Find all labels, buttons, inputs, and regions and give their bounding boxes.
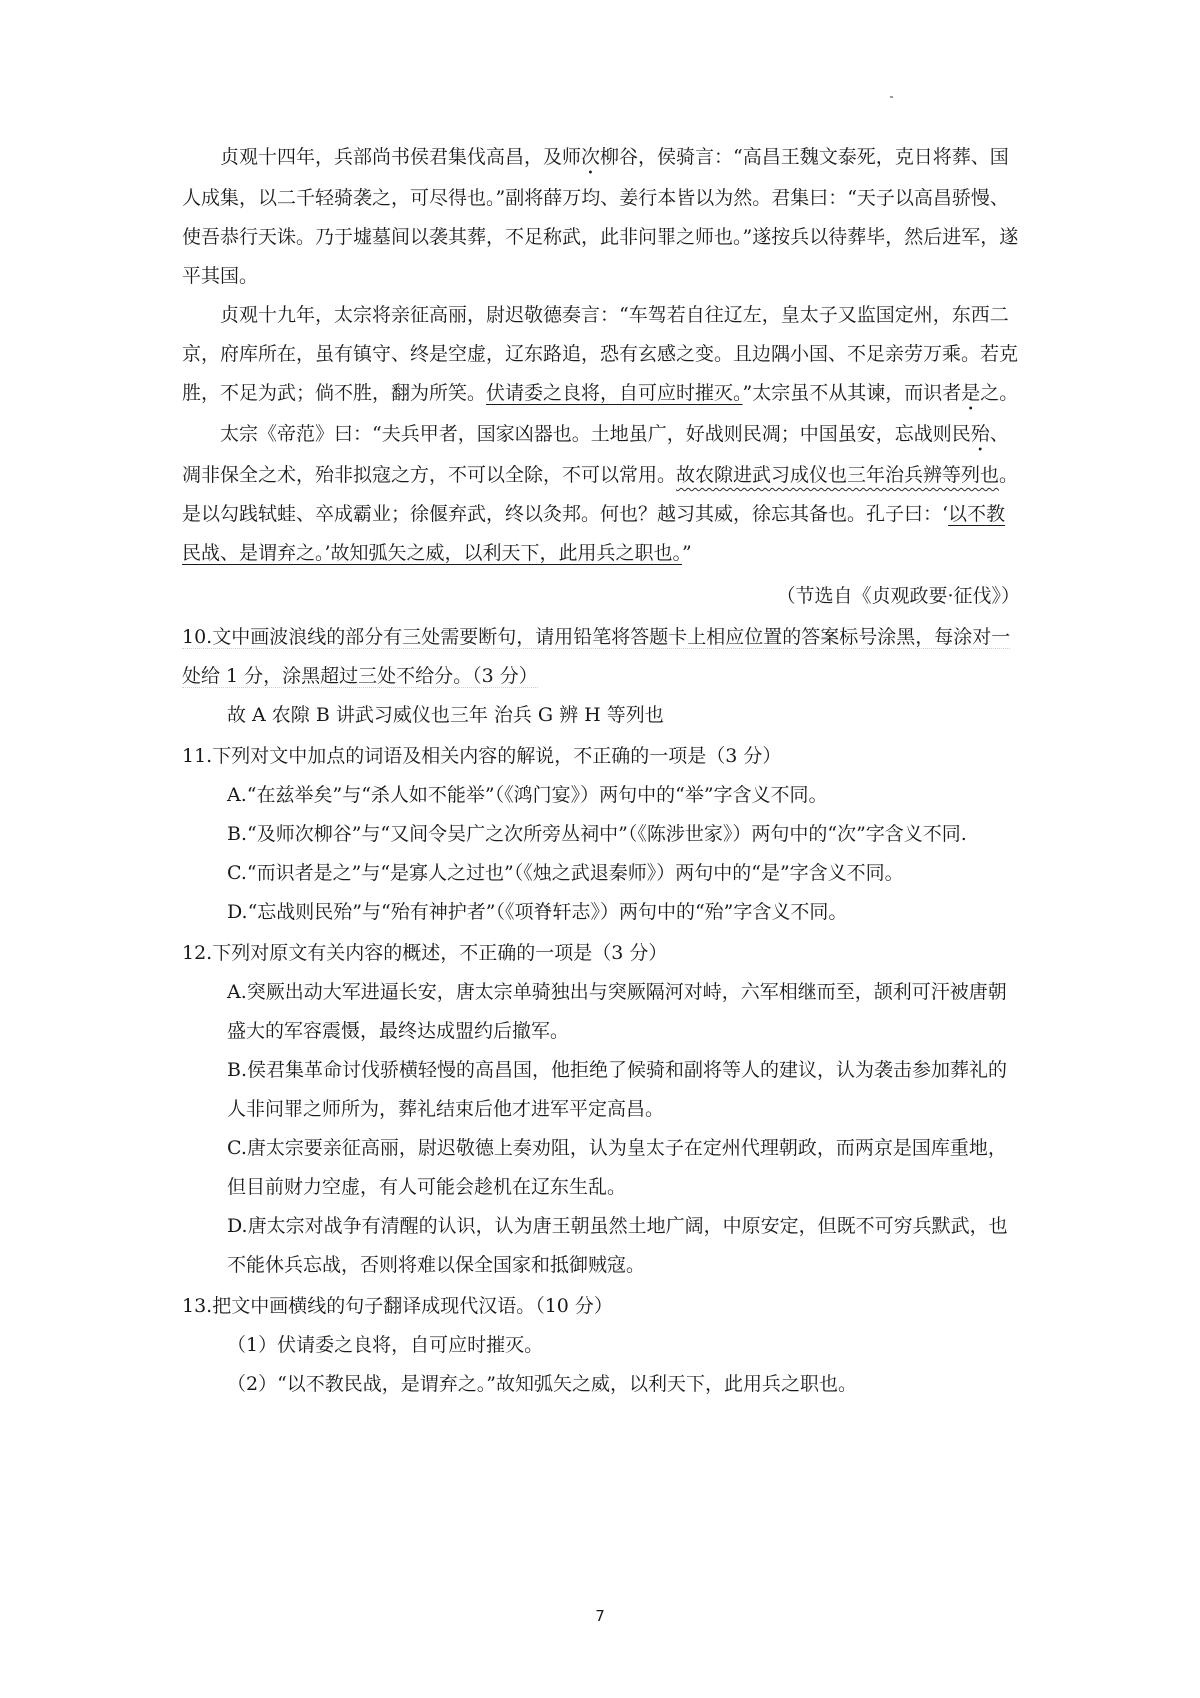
question-10-answer-row: 故 A 农隙 B 讲武习威仪也三年 治兵 G 辨 H 等列也: [227, 704, 664, 726]
wavy-underlined-text: 故农隙进武习成仪也三年治兵辨等列也: [676, 464, 1000, 486]
passage-source: （节选自《贞观政要·征伐》）: [776, 585, 1020, 607]
page-number: 7: [595, 1607, 605, 1625]
dotted-char: 殆: [970, 423, 990, 445]
question-13-item-2: （2）“以不教民战，是谓弃之。”故知弧矢之威，以利天下，此用兵之职也。: [227, 1373, 858, 1395]
question-11-option-d: D.“忘战则民殆”与“殆有神护者”（《项脊轩志》）两句中的“殆”字含义不同。: [227, 901, 848, 923]
passage-paragraph-1: 贞观十四年，兵部尚书侯君集伐高昌，及师次柳谷，侯骑言：“高昌王魏文泰死，克日将葬、国人成集，以二千轻骑袭之，可尽得也。”副将薛万均、姜行本皆以为然。君集曰：“天子以高昌骄慢、使吾恭行天诛。乃于墟墓间以袭其葬，不足称武，此非问罪之师也。”遂按兵以待葬毕，然后进军，遂平其国。: [182, 146, 1019, 287]
question-10: 10.文中画波浪线的部分有三处需要断句，请用铅笔将答题卡上相应位置的答案标号涂黑，每涂对一处给 1 分，涂黑超过三处不给分。（3 分）: [182, 626, 1011, 687]
underlined-sentence-1: 伏请委之良将，自可应时摧灭。: [486, 382, 743, 404]
dotted-char: 是: [961, 382, 981, 404]
dotted-char: 次: [581, 146, 601, 168]
question-12-option-c: C.唐太宗要亲征高丽，尉迟敬德上奏劝阻，认为皇太子在定州代理朝政，而两京是国库重地，但目前财力空虚，有人可能会趁机在辽东生乱。: [227, 1137, 1007, 1198]
question-11: 11.下列对文中加点的词语及相关内容的解说，不正确的一项是（3 分）: [182, 745, 782, 767]
question-11-option-c: C.“而识者是之”与“是寡人之过也”（《烛之武退秦师》）两句中的“是”字含义不同。: [227, 862, 904, 884]
question-11-option-b: B.“及师次柳谷”与“又间令吴广之次所旁丛祠中”（《陈涉世家》）两句中的“次”字含义不同.: [227, 823, 967, 845]
question-12-option-b: B.侯君集革命讨伐骄横轻慢的高昌国，他拒绝了候骑和副将等人的建议，认为袭击参加葬礼的人非问罪之师所为，葬礼结束后他才进军平定高昌。: [227, 1059, 1008, 1120]
question-11-option-a: A.“在兹举矣”与“杀人如不能举”（《鸿门宴》）两句中的“举”字含义不同。: [227, 784, 828, 806]
question-12-option-d: D.唐太宗对战争有清醒的认识，认为唐王朝虽然土地广阔，中原安定，但既不可穷兵默武，也不能休兵忘战，否则将难以保全国家和抵御贼寇。: [227, 1215, 1008, 1276]
passage-paragraph-3: 太宗《帝范》曰：“夫兵甲者，国家凶器也。土地虽广，好战则民凋；中国虽安，忘战则民殆、凋非保全之术，殆非拟寇之方，不可以全除，不可以常用。故农隙进武习成仪也三年治兵辨等列也。是以勾践轼蛙、卒成霸业；徐偃弃武，终以灸邦。何也？越习其威，徐忘其备也。孔子曰：‘以不教民战、是谓弃之。’故知弧矢之威，以利天下，此用兵之职也。”: [182, 423, 1019, 564]
scan-speck: [890, 96, 893, 98]
question-13: 13.把文中画横线的句子翻译成现代汉语。（10 分）: [182, 1295, 613, 1317]
passage-paragraph-2: 贞观十九年，太宗将亲征高丽，尉迟敬德奏言：“车驾若自往辽左，皇太子又监国定州，东西二京，府库所在，虽有镇守、终是空虚，辽东路追，恐有玄感之变。且边隅小国、不足亲劳万乘。若克胜，不足为武；倘不胜，翻为所笑。伏请委之良将，自可应时摧灭。”太宗虽不从其谏，而识者是之。: [182, 304, 1019, 404]
underlined-sentence-2: 以不教民战、是谓弃之。’故知弧矢之威，以利天下，此用兵之职也。: [182, 503, 1006, 564]
question-12-option-a: A.突厥出动大军进逼长安，唐太宗单骑独出与突厥隔河对峙，六军相继而至，颉利可汗被唐朝盛大的军容震慑，最终达成盟约后撤军。: [227, 981, 1007, 1042]
question-13-item-1: （1）伏请委之良将，自可应时摧灭。: [227, 1334, 544, 1356]
question-12: 12.下列对原文有关内容的概述，不正确的一项是（3 分）: [182, 942, 668, 964]
page-content: [182, 138, 1024, 1404]
